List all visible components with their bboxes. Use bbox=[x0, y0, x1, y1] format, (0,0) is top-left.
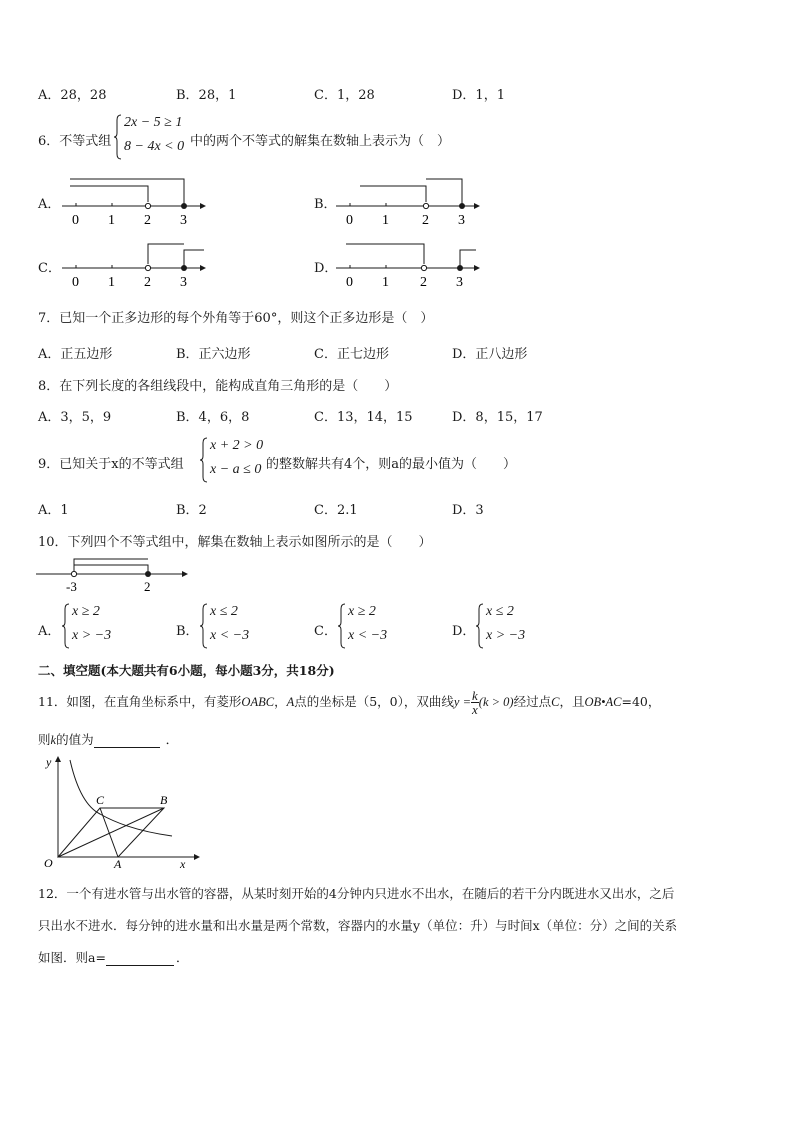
svg-text:0: 0 bbox=[346, 275, 353, 290]
svg-text:3: 3 bbox=[180, 275, 187, 290]
svg-text:1: 1 bbox=[382, 275, 389, 290]
q9-suffix: 的整数解共有4个，则a的最小值为（ ） bbox=[266, 457, 517, 472]
q6-label-d: D． bbox=[314, 261, 338, 276]
q6-label-a: A． bbox=[38, 197, 61, 212]
svg-text:1: 1 bbox=[108, 275, 115, 290]
q10-label-a: A． bbox=[38, 624, 61, 639]
q10-label-b: B． bbox=[176, 624, 199, 639]
svg-text:0: 0 bbox=[72, 275, 79, 290]
q11-figure bbox=[36, 752, 206, 870]
q5-option-d: D．1，1 bbox=[452, 88, 505, 103]
section-heading: 二、填空题(本大题共有6小题，每小题3分，共18分) bbox=[38, 663, 335, 678]
q11-line2: 则k的值为 ． bbox=[38, 732, 179, 747]
q6-prefix: 6．不等式组 bbox=[38, 134, 112, 149]
label-a: A bbox=[114, 857, 122, 870]
axis-label-neg3: -3 bbox=[66, 579, 77, 594]
tick-label: 3 bbox=[180, 213, 187, 228]
q6-label-b: B． bbox=[314, 197, 337, 212]
q10-numberline bbox=[36, 554, 196, 594]
q10-stem: 10．下列四个不等式组中，解集在数轴上表示如图所示的是（ ） bbox=[38, 535, 432, 550]
q6-suffix: 中的两个不等式的解集在数轴上表示为（ ） bbox=[190, 134, 451, 149]
q10-label-d: D． bbox=[452, 624, 476, 639]
q6-system bbox=[114, 114, 194, 160]
svg-text:3: 3 bbox=[456, 275, 463, 290]
svg-text:3: 3 bbox=[458, 213, 465, 228]
brace-icon bbox=[114, 114, 122, 160]
q9-option-d: D．3 bbox=[452, 503, 484, 518]
q9-line2: x − a ≤ 0 bbox=[210, 462, 262, 477]
q9-system bbox=[200, 437, 272, 483]
q9-option-b: B．2 bbox=[176, 503, 207, 518]
brace-icon bbox=[338, 603, 346, 649]
q8-option-d: D．8，15，17 bbox=[452, 410, 543, 425]
q6-label-c: C． bbox=[38, 261, 61, 276]
tick-label: 2 bbox=[144, 213, 151, 228]
q8-stem: 8．在下列长度的各组线段中，能构成直角三角形的是（ ） bbox=[38, 379, 398, 394]
q9-line1: x + 2 > 0 bbox=[210, 438, 264, 453]
q5-option-c: C．1，28 bbox=[314, 88, 375, 103]
brace-icon bbox=[200, 437, 208, 483]
q6-numberline-c bbox=[60, 236, 210, 292]
q8-option-b: B．4，6，8 bbox=[176, 410, 250, 425]
q7-option-b: B．正六边形 bbox=[176, 347, 251, 362]
q11-line1: 11．如图，在直角坐标系中，有菱形OABC，A点的坐标是（5，0），双曲线y = $\frac{k}{x}$ (k > 0)经过点C，且OB•AC=40， bbox=[38, 688, 661, 717]
brace-icon bbox=[200, 603, 208, 649]
brace-icon bbox=[476, 603, 484, 649]
q5-option-a: A．28，28 bbox=[38, 88, 107, 103]
q9-option-a: A．1 bbox=[38, 503, 69, 518]
q6-line2: 8 − 4x < 0 bbox=[124, 139, 185, 154]
q7-option-d: D．正八边形 bbox=[452, 347, 528, 362]
axis-label-2: 2 bbox=[144, 579, 151, 594]
q7-option-c: C．正七边形 bbox=[314, 347, 389, 362]
svg-text:2: 2 bbox=[422, 213, 429, 228]
q6-numberline-b bbox=[334, 172, 484, 228]
q10-label-c: C． bbox=[314, 624, 337, 639]
q12-line3: 如图．则a= ． bbox=[38, 950, 189, 965]
brace-icon bbox=[62, 603, 70, 649]
svg-text:1: 1 bbox=[382, 213, 389, 228]
tick-label: 1 bbox=[108, 213, 115, 228]
q6-line1: 2x − 5 ≥ 1 bbox=[124, 115, 183, 130]
q12-line2: 只出水不进水．每分钟的进水量和出水量是两个常数，容器内的水量y（单位：升）与时间x（单位：分）之间的关系 bbox=[38, 918, 678, 933]
q8-option-a: A．3，5，9 bbox=[38, 410, 112, 425]
q7-option-a: A．正五边形 bbox=[38, 347, 113, 362]
label-c: C bbox=[96, 793, 105, 807]
q10-system-d: x ≤ 2 x > −3 bbox=[476, 603, 546, 649]
fraction-k-over-x: $\frac{k}{x}$ bbox=[472, 688, 478, 717]
label-o: O bbox=[44, 856, 53, 870]
label-y: y bbox=[46, 755, 52, 769]
label-b: B bbox=[160, 793, 168, 807]
q10-system-a: x ≥ 2 x > −3 bbox=[62, 603, 132, 649]
answer-blank bbox=[106, 950, 174, 966]
label-x: x bbox=[180, 857, 186, 870]
q10-system-c: x ≥ 2 x < −3 bbox=[338, 603, 408, 649]
q9-prefix: 9．已知关于x的不等式组 bbox=[38, 457, 184, 472]
q12-line1: 12．一个有进水管与出水管的容器，从某时刻开始的4分钟内只进水不出水，在随后的若干分内既进水又出水，之后 bbox=[38, 886, 675, 901]
q5-option-b: B．28，1 bbox=[176, 88, 237, 103]
q6-numberline-a bbox=[60, 172, 210, 228]
svg-text:0: 0 bbox=[346, 213, 353, 228]
svg-text:2: 2 bbox=[420, 275, 427, 290]
svg-text:2: 2 bbox=[144, 275, 151, 290]
q9-option-c: C．2.1 bbox=[314, 503, 358, 518]
q6-numberline-d bbox=[334, 236, 484, 292]
q7-stem: 7．已知一个正多边形的每个外角等于60°，则这个正多边形是（ ） bbox=[38, 311, 434, 326]
answer-blank bbox=[94, 732, 160, 748]
q8-option-c: C．13，14，15 bbox=[314, 410, 413, 425]
tick-label: 0 bbox=[72, 213, 79, 228]
q10-system-b: x ≤ 2 x < −3 bbox=[200, 603, 270, 649]
